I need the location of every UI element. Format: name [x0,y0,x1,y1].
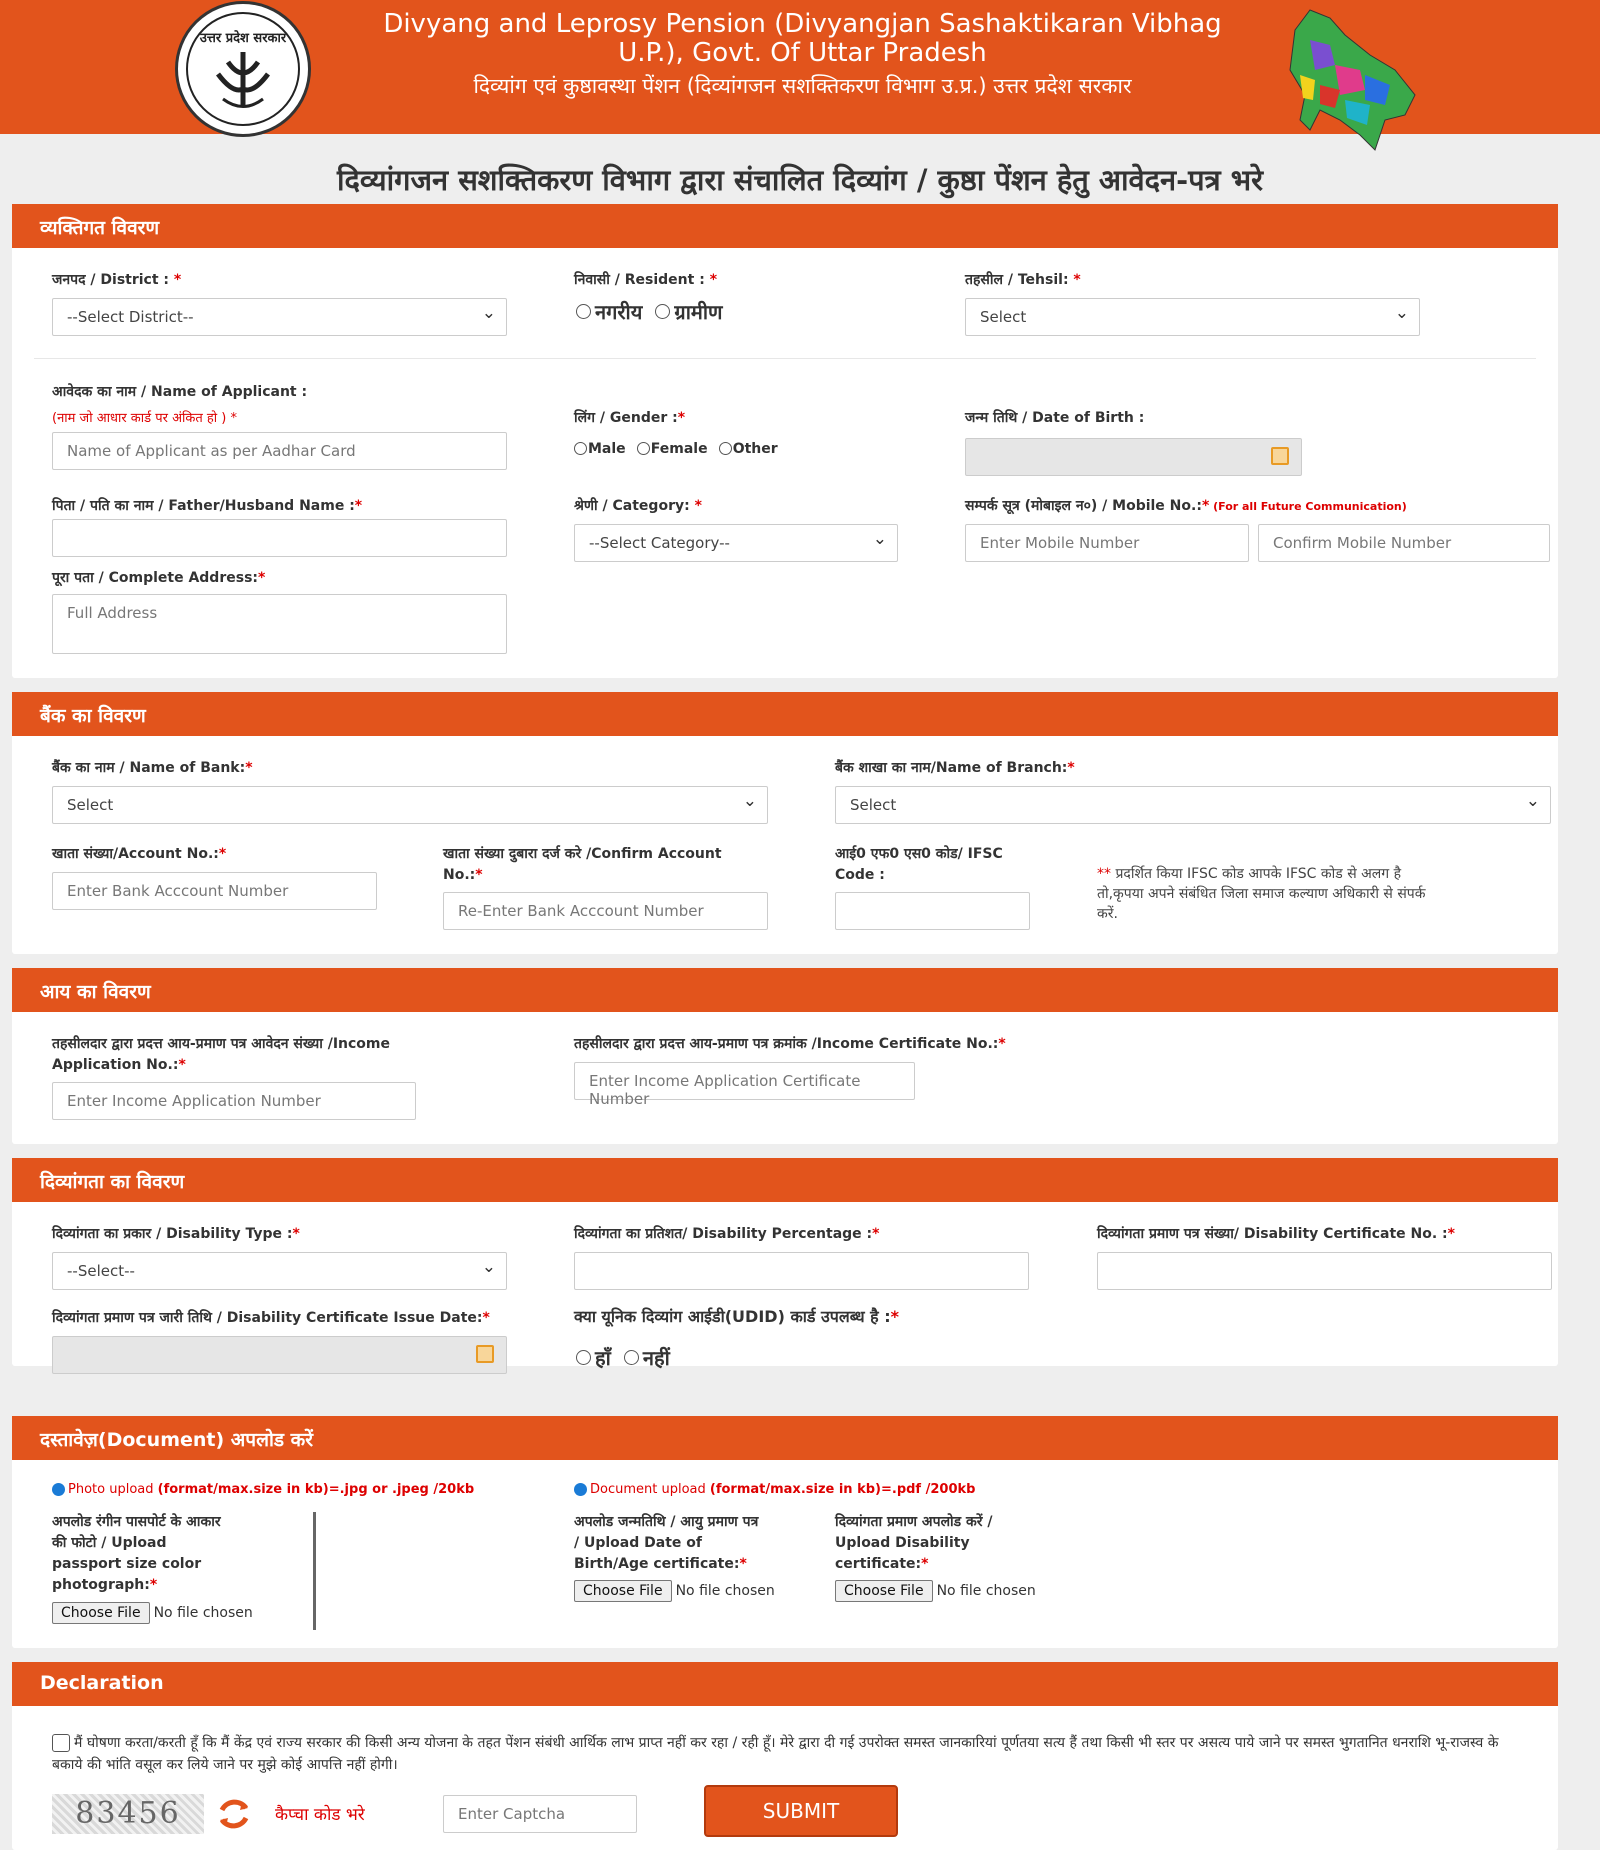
branch-name-label: बैंक शाखा का नाम/Name of Branch:* [835,760,1075,776]
photo-choose-file-button[interactable]: Choose File [52,1602,150,1624]
district-select[interactable]: --Select District-- ⌄ [52,298,507,336]
resident-radio-group [576,298,730,325]
ifsc-input[interactable] [835,892,1030,930]
gender-female-radio[interactable] [637,442,650,455]
applicant-name-label: आवेदक का नाम / Name of Applicant : [52,384,308,400]
income-app-input[interactable]: Enter Income Application Number [52,1082,416,1120]
dob-label: जन्म तिथि / Date of Birth : [965,410,1145,426]
resident-urban-label: नगरीय [595,300,643,324]
gender-male-radio[interactable] [574,442,587,455]
applicant-name-input[interactable]: Name of Applicant as per Aadhar Card [52,432,507,470]
disability-type-label: दिव्यांगता का प्रकार / Disability Type :* [52,1226,300,1242]
income-cert-input[interactable]: Enter Income Application Certificate Number [574,1062,915,1100]
udid-no-radio[interactable] [624,1350,639,1365]
photo-info: Photo upload (format/max.size in kb)=.jpg or .jpeg /20kb [52,1482,474,1497]
dob-input[interactable] [965,438,1302,476]
mobile-label: सम्पर्क सूत्र (मोबाइल न०) / Mobile No.:* (For all Future Communication) [965,498,1407,514]
bank-details-panel [12,692,1558,954]
ifsc-label: आई0 एफ0 एस0 कोड/ IFSC Code : [835,846,1003,883]
disability-type-select[interactable]: --Select-- ⌄ [52,1252,507,1290]
captcha-input[interactable]: Enter Captcha [443,1795,637,1833]
disability-percent-label: दिव्यांगता का प्रतिशत/ Disability Percentage :* [574,1226,880,1242]
personal-details-panel [12,204,1558,678]
photo-file-input[interactable] [52,1602,253,1624]
declaration-checkbox[interactable] [52,1734,70,1752]
udid-radio-group [576,1344,678,1371]
income-details-heading: आय का विवरण [12,968,1558,1012]
mobile-input[interactable]: Enter Mobile Number [965,524,1249,562]
emblem-text: उत्तर प्रदेश सरकार [199,31,287,46]
resident-urban-radio[interactable] [576,304,591,319]
bank-details-heading: बैंक का विवरण [12,692,1558,736]
income-cert-label: तहसीलदार द्वारा प्रदत्त आय-प्रमाण पत्र क्रमांक /Income Certificate No.:* [574,1036,1006,1052]
income-app-label: तहसीलदार द्वारा प्रदत्त आय-प्रमाण पत्र आवेदन संख्या /Income Application No.:* [52,1036,390,1073]
disability-details-heading: दिव्यांगता का विवरण [12,1158,1558,1202]
district-label: जनपद / District : * [52,272,182,288]
applicant-name-note: (नाम जो आधार कार्ड पर अंकित हो ) * [52,411,238,426]
resident-rural-radio[interactable] [655,304,670,319]
address-textarea[interactable]: Full Address [52,594,507,654]
udid-yes-radio[interactable] [576,1350,591,1365]
bank-name-label: बैंक का नाम / Name of Bank:* [52,760,253,776]
category-label: श्रेणी / Category: * [574,498,702,514]
documents-panel [12,1416,1558,1648]
disability-file-status: No file chosen [936,1583,1036,1599]
tehsil-select[interactable]: Select ⌄ [965,298,1420,336]
calendar-icon[interactable] [476,1345,494,1363]
father-name-input[interactable] [52,519,507,557]
category-select[interactable]: --Select Category-- ⌄ [574,524,898,562]
gender-female-label: Female [650,440,708,457]
disability-cert-input[interactable] [1097,1252,1552,1290]
page-title: दिव्यांगजन सशक्तिकरण विभाग द्वारा संचालित दिव्यांग / कुष्ठा पेंशन हेतु आवेदन-पत्र भरे [337,163,1263,197]
personal-details-heading: व्यक्तिगत विवरण [12,204,1558,248]
up-map-icon [1275,0,1430,155]
disability-choose-file-button[interactable]: Choose File [835,1580,933,1602]
emblem-art-icon [188,14,298,124]
gender-male-label: Male [588,440,626,457]
disability-file-input[interactable] [835,1580,1036,1602]
header-subtitle: दिव्यांग एवं कुष्ठावस्था पेंशन (दिव्यांगजन सशक्तिकरण विभाग उ.प्र.) उत्तर प्रदेश सरकार [473,74,1132,98]
resident-label: निवासी / Resident : * [574,272,718,288]
bank-name-select[interactable]: Select ⌄ [52,786,768,824]
udid-yes-label: हाँ [595,1346,611,1370]
photo-file-status: No file chosen [153,1605,253,1621]
father-name-label: पिता / पति का नाम / Father/Husband Name :* [52,498,363,514]
address-label: पूरा पता / Complete Address:* [52,570,266,586]
documents-heading: दस्तावेज़(Document) अपलोड करें [12,1416,1558,1460]
disability-upload-label: दिव्यांगता प्रमाण अपलोड करें / Upload Disability certificate:* [835,1514,993,1572]
udid-label: क्या यूनिक दिव्यांग आईडी(UDID) कार्ड उपलब्ध है :* [574,1307,899,1326]
photo-preview-divider [313,1512,316,1630]
photo-upload-label: अपलोड रंगीन पासपोर्ट के आकार की फोटो / Upload passport size color photograph:* [52,1514,221,1593]
declaration-text: मैं घोषणा करता/करती हूँ कि मैं केंद्र एवं राज्य सरकार की किसी अन्य योजना के तहत पेंशन संबंधी आर्थिक लाभ प्राप्त नहीं कर रहा / रही हूँ। मेरे द्वारा दी गई उपरोक्त समस्त जानकारियां पूर्णतया सत्य हैं तथा किसी भी स्तर पर असत्य पाये जाने पर समस्त भुगतानित धनराशि भू-राजस्व के बकाये की भांति वसूल कर लिये जाने पर मुझे कोई आपत्ति नहीं होगी। [52,1735,1499,1773]
disability-percent-input[interactable] [574,1252,1029,1290]
disability-details-panel [12,1158,1558,1370]
account-label: खाता संख्या/Account No.:* [52,846,227,862]
confirm-account-input[interactable]: Re-Enter Bank Acccount Number [443,892,768,930]
info-icon [574,1483,587,1496]
gender-label: लिंग / Gender :* [574,410,686,426]
info-icon [52,1483,65,1496]
submit-button[interactable]: SUBMIT [704,1785,898,1837]
document-info: Document upload (format/max.size in kb)=.pdf /200kb [574,1482,975,1497]
gender-radio-group [574,438,784,457]
ifsc-note: ** प्रदर्शित किया IFSC कोड आपके IFSC कोड से अलग है तो,कृपया अपने संबंधित जिला समाज कल्याण अधिकारी से संपर्क करें. [1097,866,1426,922]
account-input[interactable]: Enter Bank Acccount Number [52,872,377,910]
dob-choose-file-button[interactable]: Choose File [574,1580,672,1602]
refresh-icon[interactable] [214,1794,254,1834]
issue-date-input[interactable] [52,1336,507,1374]
captcha-image: 83456 [52,1794,204,1834]
resident-rural-label: ग्रामीण [674,300,723,324]
row-divider [34,358,1536,359]
dob-file-status: No file chosen [675,1583,775,1599]
udid-no-label: नहीं [642,1346,670,1370]
declaration-heading: Declaration [12,1662,1558,1706]
header-title: Divyang and Leprosy Pension (Divyangjan Sashaktikaran Vibhag U.P.), Govt. Of Uttar Pradesh [383,9,1222,68]
issue-date-label: दिव्यांगता प्रमाण पत्र जारी तिथि / Disability Certificate Issue Date:* [52,1310,490,1326]
up-emblem-logo [175,1,311,137]
tehsil-label: तहसील / Tehsil: * [965,272,1081,288]
confirm-mobile-input[interactable]: Confirm Mobile Number [1258,524,1550,562]
declaration-text-block [52,1732,1532,1776]
dob-file-input[interactable] [574,1580,775,1602]
captcha-label: कैप्चा कोड भरे [275,1805,365,1825]
emblem-inner [186,12,300,126]
gender-other-radio[interactable] [719,442,732,455]
dob-upload-label: अपलोड जन्मतिथि / आयु प्रमाण पत्र / Upload Date of Birth/Age certificate:* [574,1514,759,1572]
calendar-icon[interactable] [1271,447,1289,465]
disability-cert-label: दिव्यांगता प्रमाण पत्र संख्या/ Disability Certificate No. :* [1097,1226,1455,1242]
confirm-account-label: खाता संख्या दुबारा दर्ज करे /Confirm Account No.:* [443,846,722,883]
branch-name-select[interactable]: Select ⌄ [835,786,1551,824]
income-details-panel [12,968,1558,1144]
gender-other-label: Other [732,440,778,457]
